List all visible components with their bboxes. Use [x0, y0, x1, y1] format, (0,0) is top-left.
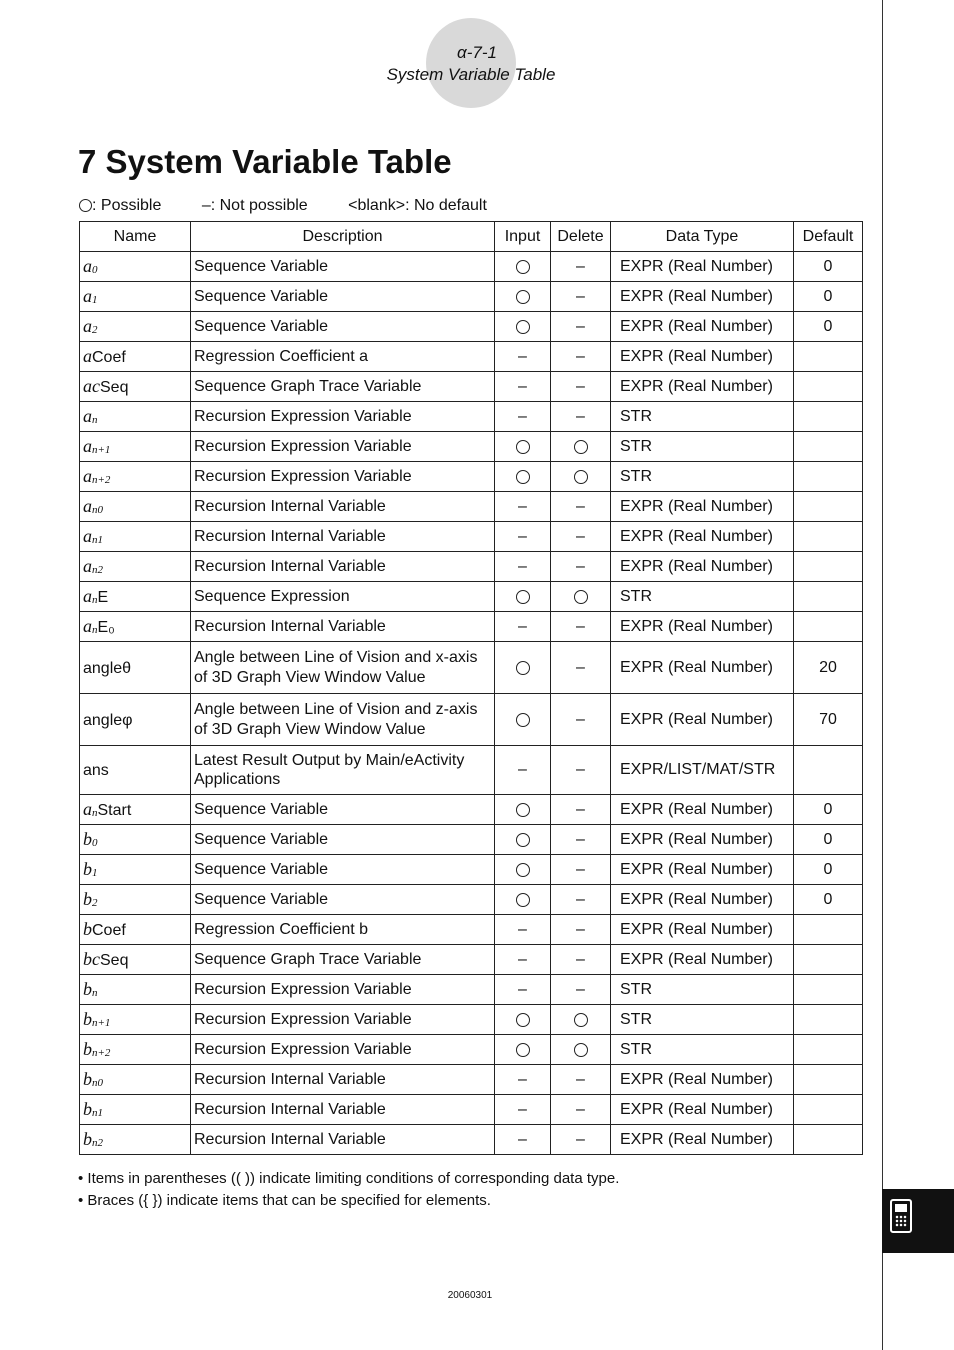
table-row [80, 746, 863, 795]
page-number: α-7-1 [457, 43, 497, 62]
variable-data-type: STR [611, 402, 794, 432]
variable-default [794, 915, 863, 945]
variable-default [794, 1035, 863, 1065]
variable-delete: – [551, 1125, 611, 1155]
variable-name: aCoef [80, 342, 191, 372]
variable-default: 0 [794, 795, 863, 825]
variable-delete: – [551, 612, 611, 642]
variable-name: $a_{n2}$ [80, 552, 191, 582]
variable-description: Recursion Expression Variable [191, 402, 495, 432]
variable-delete: – [551, 522, 611, 552]
variable-delete: – [551, 694, 611, 746]
variable-data-type: EXPR (Real Number) [611, 342, 794, 372]
footer-code: 20060301 [447, 1290, 493, 1301]
variable-data-type: EXPR (Real Number) [611, 372, 794, 402]
table-row [80, 312, 863, 342]
circle-icon [516, 863, 530, 877]
variable-name: $b_{n1}$ [80, 1095, 191, 1125]
variable-name: $a_{n+2}$ [80, 462, 191, 492]
legend [79, 197, 523, 215]
column-header: Delete [551, 222, 611, 252]
variable-input: – [495, 612, 551, 642]
circle-icon [516, 1043, 530, 1057]
variable-data-type: EXPR (Real Number) [611, 945, 794, 975]
variable-delete [551, 582, 611, 612]
note-item: • Items in parentheses (( )) indicate limiting conditions of corresponding data type. [78, 1170, 620, 1187]
circle-icon [574, 590, 588, 604]
variable-description: Recursion Expression Variable [191, 462, 495, 492]
variable-delete: – [551, 252, 611, 282]
page-title: 7 System Variable Table [78, 143, 452, 180]
variable-name: $a_nStart$ [80, 795, 191, 825]
variable-description: Angle between Line of Vision and z-axis of 3D Graph View Window Value [191, 694, 495, 746]
variable-delete: – [551, 945, 611, 975]
variable-delete [551, 1035, 611, 1065]
table-row [80, 855, 863, 885]
variable-input: – [495, 915, 551, 945]
variable-input: – [495, 1065, 551, 1095]
variable-name: $a_{n1}$ [80, 522, 191, 552]
circle-icon [516, 290, 530, 304]
variable-input [495, 694, 551, 746]
variable-data-type: EXPR (Real Number) [611, 1125, 794, 1155]
variable-name: $b_2$ [80, 885, 191, 915]
variable-default [794, 372, 863, 402]
circle-icon [516, 470, 530, 484]
variable-data-type: STR [611, 462, 794, 492]
variable-data-type: EXPR (Real Number) [611, 642, 794, 694]
variable-data-type: EXPR (Real Number) [611, 825, 794, 855]
variable-data-type: EXPR (Real Number) [611, 612, 794, 642]
variable-data-type: STR [611, 1005, 794, 1035]
variable-input [495, 252, 551, 282]
variable-default: 20 [794, 642, 863, 694]
column-header: Description [191, 222, 495, 252]
variable-name: $b_{n0}$ [80, 1065, 191, 1095]
column-header: Default [794, 222, 863, 252]
variable-input [495, 642, 551, 694]
circle-icon [79, 199, 92, 212]
variable-input [495, 282, 551, 312]
variable-input: – [495, 1095, 551, 1125]
table-row [80, 825, 863, 855]
variable-default [794, 1125, 863, 1155]
variable-default [794, 462, 863, 492]
variable-delete: – [551, 795, 611, 825]
variable-description: Sequence Variable [191, 282, 495, 312]
variable-default [794, 612, 863, 642]
variable-description: Sequence Expression [191, 582, 495, 612]
table-row [80, 372, 863, 402]
table-row [80, 1095, 863, 1125]
table-row [80, 1035, 863, 1065]
table-row [80, 885, 863, 915]
variable-name: $b_{n2}$ [80, 1125, 191, 1155]
variable-description: Regression Coefficient a [191, 342, 495, 372]
table-row [80, 252, 863, 282]
variable-default [794, 492, 863, 522]
variable-input [495, 312, 551, 342]
note-item: • Braces ({ }) indicate items that can be specified for elements. [78, 1192, 491, 1209]
variable-default [794, 746, 863, 795]
table-row [80, 915, 863, 945]
variable-name: $a_n$ [80, 402, 191, 432]
variable-default: 0 [794, 312, 863, 342]
header-circle [426, 18, 516, 108]
variable-description: Recursion Internal Variable [191, 552, 495, 582]
variable-name: $b_{n+2}$ [80, 1035, 191, 1065]
variable-input: – [495, 342, 551, 372]
table-row [80, 945, 863, 975]
variable-data-type: EXPR (Real Number) [611, 312, 794, 342]
table-row [80, 282, 863, 312]
variable-name: $a_{n+1}$ [80, 432, 191, 462]
variable-description: Sequence Graph Trace Variable [191, 372, 495, 402]
circle-icon [574, 1013, 588, 1027]
table-header-row [80, 222, 863, 252]
variable-description: Regression Coefficient b [191, 915, 495, 945]
variable-delete: – [551, 642, 611, 694]
table-row [80, 552, 863, 582]
variable-name: $b_1$ [80, 855, 191, 885]
variable-description: Sequence Graph Trace Variable [191, 945, 495, 975]
table-row [80, 1065, 863, 1095]
variable-input: – [495, 402, 551, 432]
variable-default [794, 522, 863, 552]
table-row [80, 975, 863, 1005]
variable-delete [551, 432, 611, 462]
circle-icon [516, 661, 530, 675]
variable-name: $a_1$ [80, 282, 191, 312]
variable-description: Recursion Expression Variable [191, 1005, 495, 1035]
variable-data-type: EXPR (Real Number) [611, 855, 794, 885]
variable-delete: – [551, 402, 611, 432]
table-row [80, 612, 863, 642]
variable-input: – [495, 372, 551, 402]
variable-delete: – [551, 825, 611, 855]
variable-data-type: EXPR (Real Number) [611, 915, 794, 945]
variable-description: Recursion Internal Variable [191, 1065, 495, 1095]
variable-delete: – [551, 975, 611, 1005]
variable-description: Recursion Internal Variable [191, 492, 495, 522]
variable-input [495, 432, 551, 462]
variable-delete: – [551, 915, 611, 945]
table-row [80, 642, 863, 694]
variable-description: Recursion Expression Variable [191, 975, 495, 1005]
variable-description: Sequence Variable [191, 855, 495, 885]
variable-name: $a_{n0}$ [80, 492, 191, 522]
variable-description: Recursion Expression Variable [191, 1035, 495, 1065]
variable-name: acSeq [80, 372, 191, 402]
table-row [80, 1125, 863, 1155]
variable-description: Recursion Expression Variable [191, 432, 495, 462]
variable-name: ans [80, 746, 191, 795]
variable-data-type: EXPR/LIST/MAT/STR [611, 746, 794, 795]
side-tab [882, 1189, 954, 1253]
variable-input [495, 1035, 551, 1065]
variable-description: Sequence Variable [191, 312, 495, 342]
variable-delete: – [551, 312, 611, 342]
variable-data-type: EXPR (Real Number) [611, 552, 794, 582]
variable-default [794, 1065, 863, 1095]
variable-data-type: EXPR (Real Number) [611, 282, 794, 312]
variable-input [495, 825, 551, 855]
system-variable-table [79, 221, 863, 1155]
variable-input [495, 582, 551, 612]
circle-icon [516, 590, 530, 604]
variable-data-type: EXPR (Real Number) [611, 492, 794, 522]
variable-default [794, 552, 863, 582]
variable-default: 70 [794, 694, 863, 746]
variable-input [495, 795, 551, 825]
circle-icon [516, 893, 530, 907]
circle-icon [516, 260, 530, 274]
circle-icon [516, 1013, 530, 1027]
variable-name: $a_nE_0$ [80, 612, 191, 642]
variable-delete: – [551, 885, 611, 915]
variable-input [495, 885, 551, 915]
column-header: Name [80, 222, 191, 252]
variable-data-type: STR [611, 975, 794, 1005]
section-header: System Variable Table [386, 65, 556, 84]
legend-not-possible: –: Not possible [201, 197, 308, 214]
column-header: Input [495, 222, 551, 252]
variable-input: – [495, 552, 551, 582]
variable-default [794, 342, 863, 372]
circle-icon [574, 440, 588, 454]
variable-description: Sequence Variable [191, 795, 495, 825]
circle-icon [574, 470, 588, 484]
table-row [80, 795, 863, 825]
variable-description: Sequence Variable [191, 825, 495, 855]
table-row [80, 582, 863, 612]
variable-data-type: EXPR (Real Number) [611, 694, 794, 746]
variable-data-type: EXPR (Real Number) [611, 795, 794, 825]
variable-name: bcSeq [80, 945, 191, 975]
variable-delete: – [551, 552, 611, 582]
variable-data-type: EXPR (Real Number) [611, 252, 794, 282]
variable-input: – [495, 945, 551, 975]
variable-default: 0 [794, 825, 863, 855]
circle-icon [516, 803, 530, 817]
table-row [80, 522, 863, 552]
variable-data-type: EXPR (Real Number) [611, 885, 794, 915]
variable-description: Recursion Internal Variable [191, 1125, 495, 1155]
variable-description: Recursion Internal Variable [191, 522, 495, 552]
variable-name: angleφ [80, 694, 191, 746]
variable-delete: – [551, 342, 611, 372]
variable-data-type: EXPR (Real Number) [611, 1065, 794, 1095]
variable-default [794, 1005, 863, 1035]
table-row [80, 432, 863, 462]
page-margin-line [882, 0, 883, 1350]
variable-default [794, 945, 863, 975]
variable-data-type: STR [611, 1035, 794, 1065]
variable-delete [551, 1005, 611, 1035]
table-row [80, 1005, 863, 1035]
variable-name: $a_2$ [80, 312, 191, 342]
circle-icon [574, 1043, 588, 1057]
circle-icon [516, 320, 530, 334]
variable-delete: – [551, 746, 611, 795]
variable-delete [551, 462, 611, 492]
variable-description: Angle between Line of Vision and x-axis of 3D Graph View Window Value [191, 642, 495, 694]
variable-delete: – [551, 855, 611, 885]
variable-default [794, 582, 863, 612]
variable-delete: – [551, 372, 611, 402]
variable-default [794, 1095, 863, 1125]
legend-possible: : Possible [79, 197, 161, 215]
variable-delete: – [551, 1065, 611, 1095]
variable-name: $a_0$ [80, 252, 191, 282]
variable-default: 0 [794, 855, 863, 885]
calculator-icon [890, 1199, 912, 1233]
variable-default: 0 [794, 885, 863, 915]
variable-default [794, 975, 863, 1005]
variable-input: – [495, 492, 551, 522]
table-row [80, 462, 863, 492]
circle-icon [516, 713, 530, 727]
variable-data-type: EXPR (Real Number) [611, 1095, 794, 1125]
column-header: Data Type [611, 222, 794, 252]
variable-delete: – [551, 282, 611, 312]
variable-description: Recursion Internal Variable [191, 1095, 495, 1125]
variable-name: $a_nE$ [80, 582, 191, 612]
variable-description: Sequence Variable [191, 885, 495, 915]
circle-icon [516, 833, 530, 847]
table-row [80, 492, 863, 522]
variable-default: 0 [794, 252, 863, 282]
variable-delete: – [551, 492, 611, 522]
variable-input [495, 855, 551, 885]
variable-default [794, 402, 863, 432]
variable-description: Recursion Internal Variable [191, 612, 495, 642]
variable-input: – [495, 522, 551, 552]
variable-name: $b_n$ [80, 975, 191, 1005]
table-row [80, 402, 863, 432]
variable-input [495, 462, 551, 492]
variable-description: Sequence Variable [191, 252, 495, 282]
variable-data-type: EXPR (Real Number) [611, 522, 794, 552]
variable-delete: – [551, 1095, 611, 1125]
circle-icon [516, 440, 530, 454]
variable-input: – [495, 1125, 551, 1155]
variable-name: angleθ [80, 642, 191, 694]
table-row [80, 694, 863, 746]
table-row [80, 342, 863, 372]
variable-input: – [495, 975, 551, 1005]
variable-data-type: STR [611, 432, 794, 462]
variable-default [794, 432, 863, 462]
notes [78, 1170, 619, 1214]
variable-description: Latest Result Output by Main/eActivity Applications [191, 746, 495, 795]
variable-input [495, 1005, 551, 1035]
variable-name: $b_0$ [80, 825, 191, 855]
variable-input: – [495, 746, 551, 795]
variable-name: bCoef [80, 915, 191, 945]
variable-default: 0 [794, 282, 863, 312]
variable-name: $b_{n+1}$ [80, 1005, 191, 1035]
legend-blank: <blank>: No default [348, 197, 487, 214]
variable-data-type: STR [611, 582, 794, 612]
